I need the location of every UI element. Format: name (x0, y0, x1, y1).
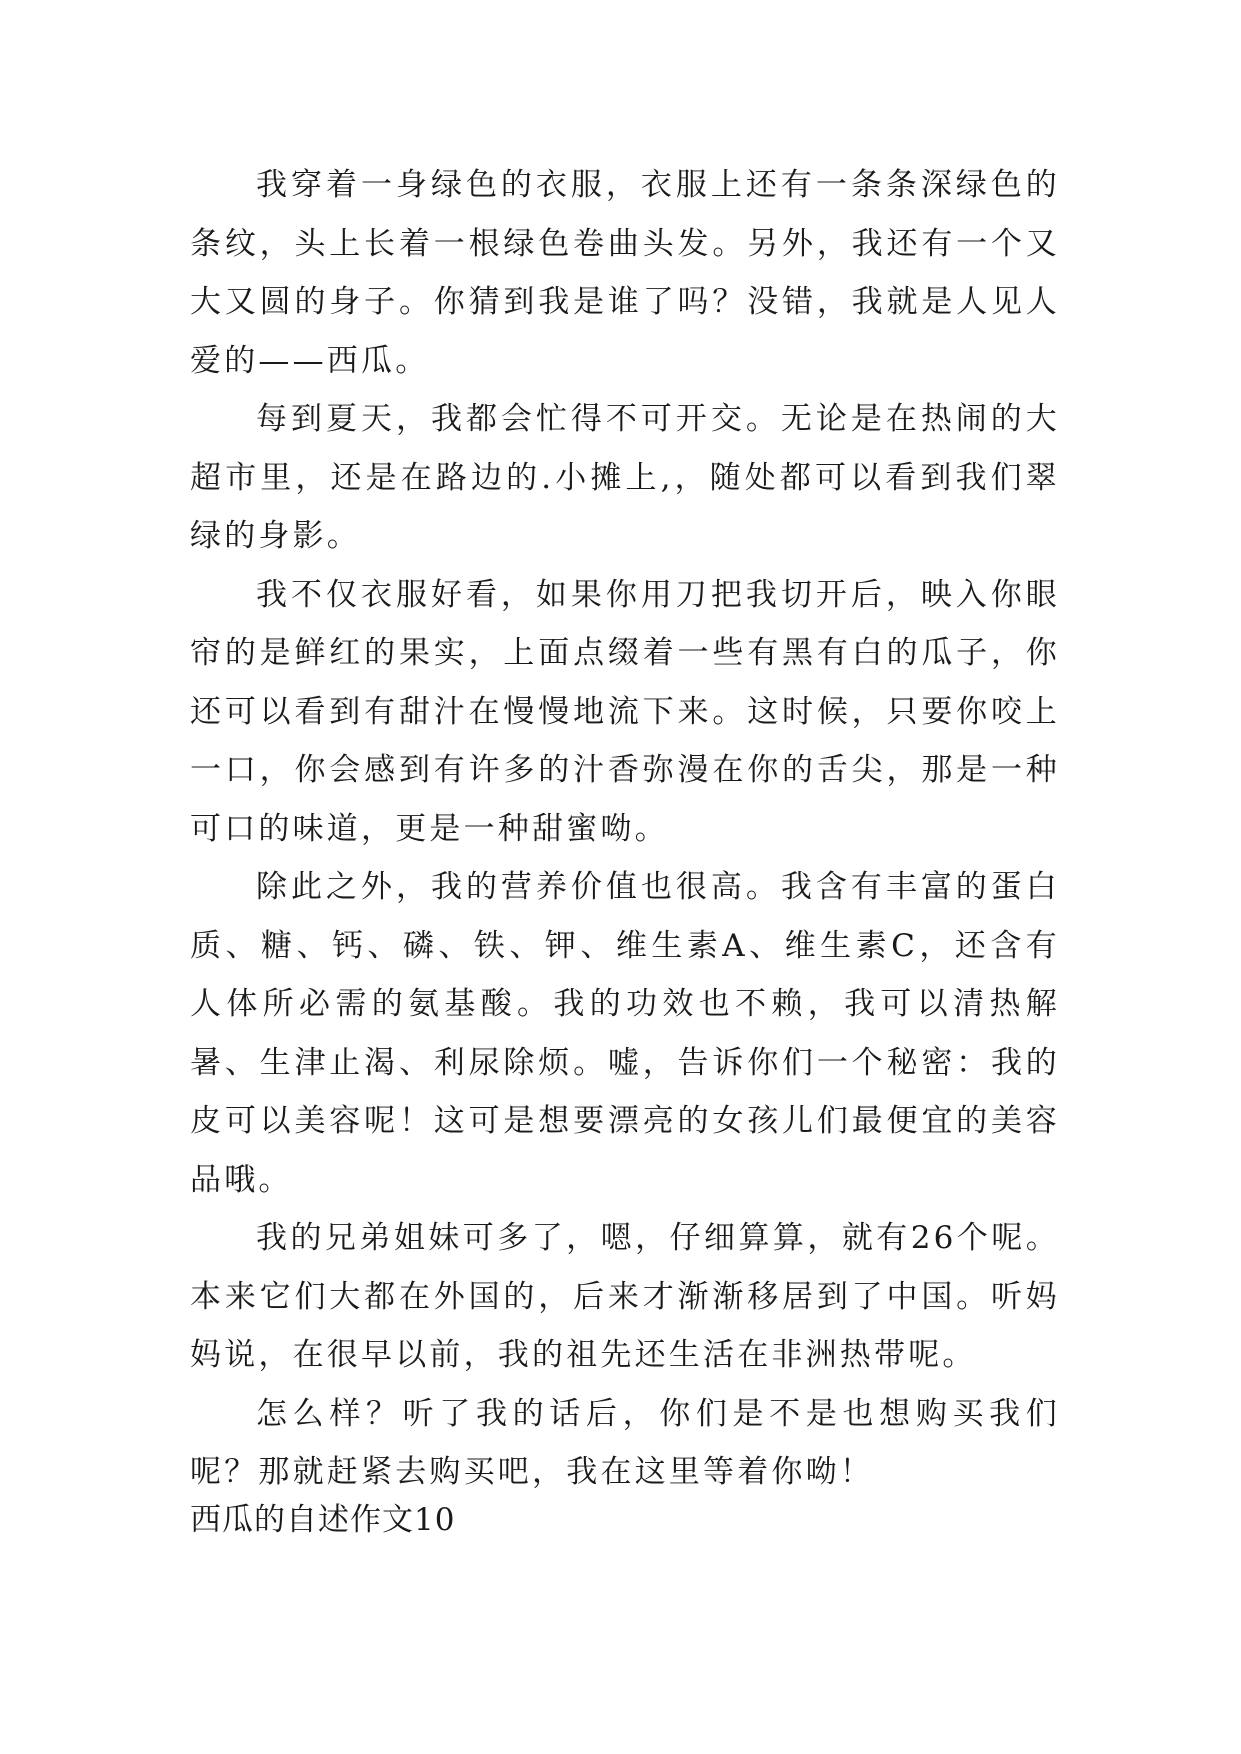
paragraph: 我不仅衣服好看，如果你用刀把我切开后，映入你眼帘的是鲜红的果实，上面点缀着一些有黑有白的瓜子，你还可以看到有甜汁在慢慢地流下来。这时候，只要你咬上一口，你会感到有许多的汁香弥漫在你的舌尖，那是一种可口的味道，更是一种甜蜜呦。 (190, 576, 1060, 847)
paragraph: 除此之外，我的营养价值也很高。我含有丰富的蛋白质、糖、钙、磷、铁、钾、维生素A、维生素C，还含有人体所必需的氨基酸。我的功效也不赖，我可以清热解暑、生津止渴、利尿除烦。嘘，告诉你们一个秘密：我的皮可以美容呢！这可是想要漂亮的女孩儿们最便宜的美容品哦。 (190, 869, 1060, 1198)
paragraph: 怎么样？听了我的话后，你们是不是也想购买我们呢？那就赶紧去购买吧，我在这里等着你呦！ (190, 1395, 1060, 1490)
paragraph: 每到夏天，我都会忙得不可开交。无论是在热闹的大超市里，还是在路边的.小摊上,，随处都可以看到我们翠绿的身影。 (190, 401, 1060, 554)
essay-title: 西瓜的自述作文10 (190, 1502, 456, 1538)
paragraph: 我穿着一身绿色的衣服，衣服上还有一条条深绿色的条纹，头上长着一根绿色卷曲头发。另外，我还有一个又大又圆的身子。你猜到我是谁了吗？没错，我就是人见人爱的——西瓜。 (190, 167, 1060, 379)
paragraph: 我的兄弟姐妹可多了，嗯，仔细算算，就有26个呢。本来它们大都在外国的，后来才渐渐移居到了中国。听妈妈说，在很早以前，我的祖先还生活在非洲热带呢。 (190, 1220, 1060, 1373)
essay-body (190, 156, 1060, 1502)
